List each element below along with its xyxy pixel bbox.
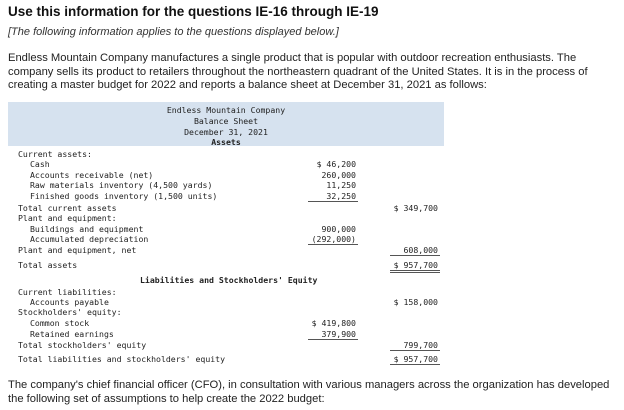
common-stock-amount: $ 419,800 [311, 318, 356, 328]
total-assets-label: Total assets [18, 260, 78, 270]
company-name: Endless Mountain Company [166, 105, 286, 115]
assets-header: Assets [211, 137, 241, 147]
rule [390, 255, 440, 256]
balance-sheet [8, 102, 444, 366]
rule [390, 350, 440, 351]
total-se-amount: 799,700 [403, 340, 438, 350]
total-current-amount: $ 349,700 [393, 203, 438, 213]
rule [308, 201, 358, 202]
retained-earnings-label: Retained earnings [30, 329, 114, 339]
intro-paragraph: Endless Mountain Company manufactures a single product that is popular with outdoor recreation enthusiasts. The company sells its product to retailers throughout the northeastern quadrant of the United States. It is in the process of creating a master budget for 2022 and reports a balance sheet at December 31, 2021 as follows: [8, 52, 588, 91]
section-heading: Use this information for the questions IE-16 through IE-19 [8, 4, 379, 19]
ppe-net-amount: 608,000 [403, 245, 438, 255]
statement-title: Balance Sheet [193, 116, 259, 126]
total-le-amount: $ 957,700 [393, 354, 438, 364]
total-le-label: Total liabilities and stockholders' equity [18, 354, 226, 364]
cash-label: Cash [30, 159, 50, 169]
ar-amount: 260,000 [321, 170, 356, 180]
current-assets-label: Current assets: [18, 149, 92, 159]
rm-label: Raw materials inventory (4,500 yards) [30, 180, 213, 190]
ap-amount: $ 158,000 [393, 297, 438, 307]
total-current-label: Total current assets [18, 203, 117, 213]
ppe-label: Plant and equipment: [18, 213, 117, 223]
buildings-amount: 900,000 [321, 224, 356, 234]
rule [308, 244, 358, 245]
depreciation-label: Accumulated depreciation [30, 234, 149, 244]
double-rule [390, 270, 440, 271]
fg-amount: 32,250 [326, 191, 356, 201]
outro-paragraph: The company's chief financial officer (CFO), in consultation with various managers across the organization has developed the following set of assumptions to help create the 2022 budget: [8, 379, 610, 405]
ap-label: Accounts payable [30, 297, 109, 307]
total-assets-amount: $ 957,700 [393, 260, 438, 270]
current-liabilities-label: Current liabilities: [18, 287, 117, 297]
statement-date: December 31, 2021 [184, 127, 268, 137]
instruction-note: [The following information applies to the questions displayed below.] [8, 26, 339, 38]
common-stock-label: Common stock [30, 318, 90, 328]
retained-earnings-amount: 379,900 [321, 329, 356, 339]
depreciation-amount: (292,000) [311, 234, 356, 244]
rm-amount: 11,250 [326, 180, 356, 190]
buildings-label: Buildings and equipment [30, 224, 144, 234]
ppe-net-label: Plant and equipment, net [18, 245, 137, 255]
double-rule [390, 364, 440, 365]
fg-label: Finished goods inventory (1,500 units) [30, 191, 218, 201]
stockholders-equity-label: Stockholders' equity: [18, 307, 122, 317]
rule [308, 339, 358, 340]
total-se-label: Total stockholders' equity [18, 340, 147, 350]
ar-label: Accounts receivable (net) [30, 170, 154, 180]
cash-amount: $ 46,200 [316, 159, 356, 169]
double-rule [390, 272, 440, 273]
liabilities-header: Liabilities and Stockholders' Equity [140, 275, 318, 285]
